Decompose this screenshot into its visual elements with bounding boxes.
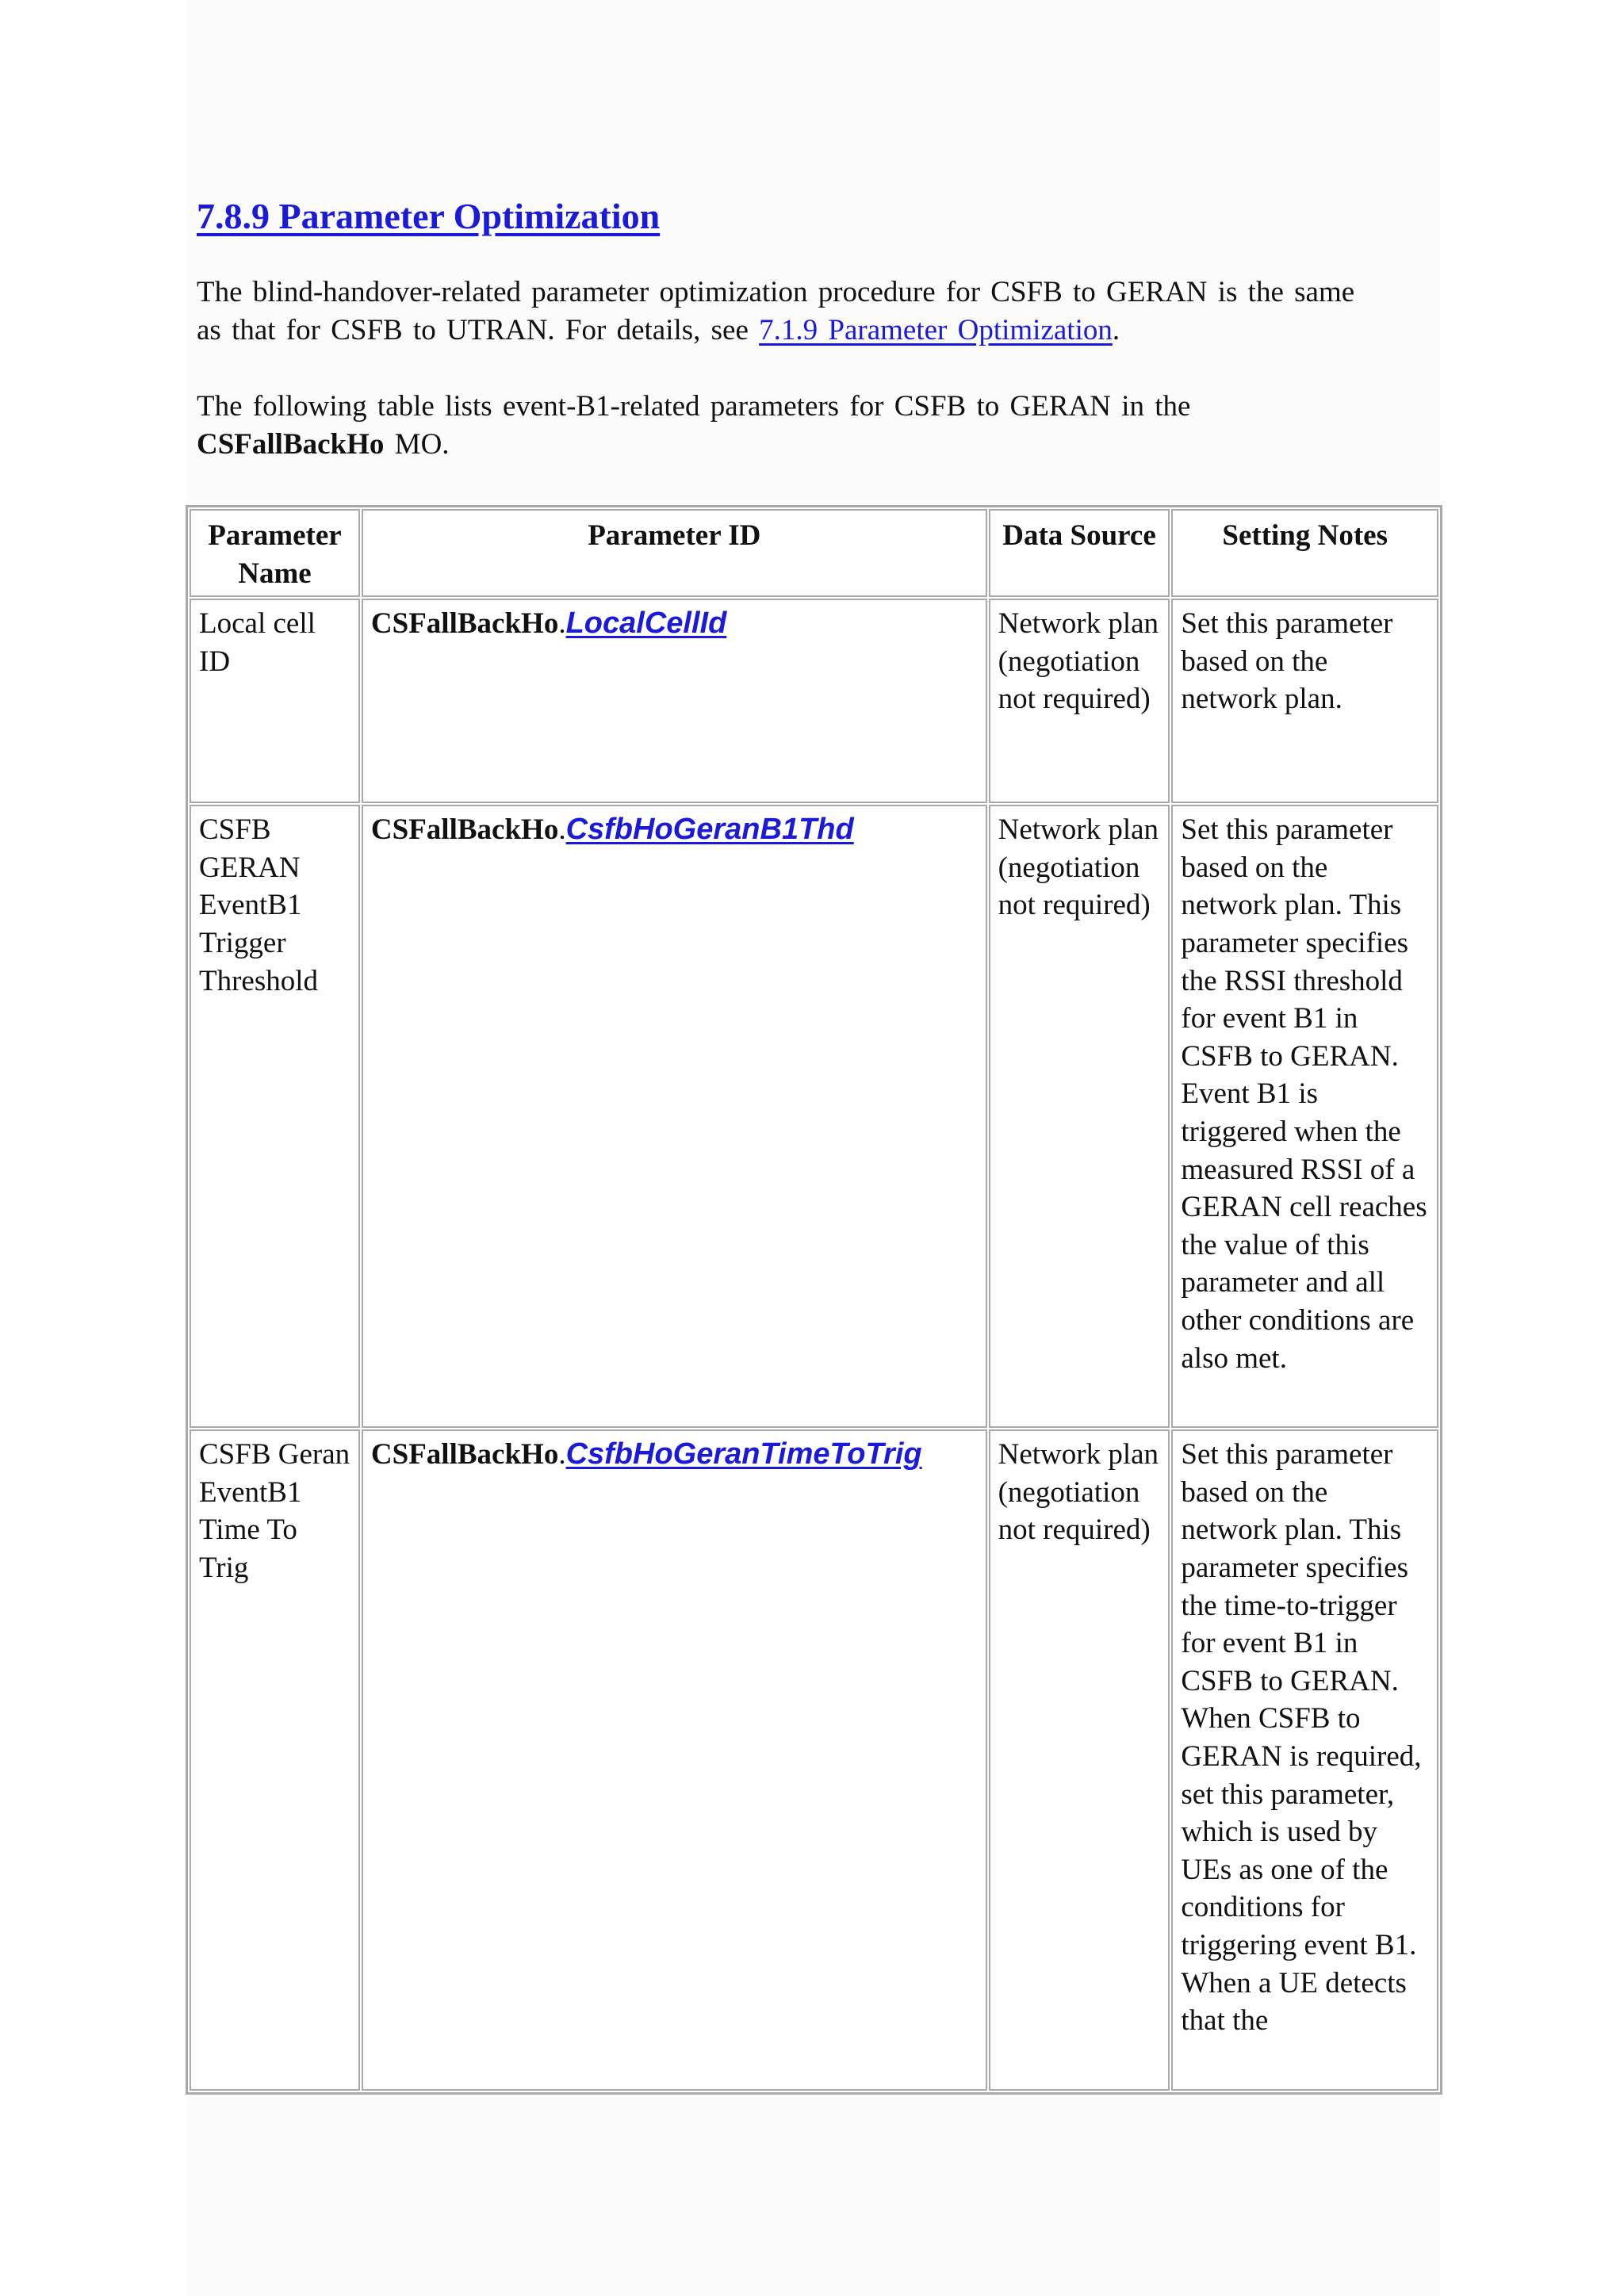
cell-parameter-name: CSFB Geran EventB1 Time To Trig	[190, 1429, 360, 2091]
cell-parameter-name: Local cell ID	[190, 599, 360, 803]
table-row	[190, 599, 1438, 803]
separator: .	[558, 1438, 566, 1471]
section-heading[interactable]: 7.8.9 Parameter Optimization	[197, 196, 661, 236]
cell-parameter-name: CSFB GERAN EventB1 Trigger Threshold	[190, 805, 360, 1428]
table-intro-paragraph	[197, 388, 1378, 464]
mo-name: CSFallBackHo	[197, 428, 385, 461]
table-intro-text-end: MO.	[384, 428, 450, 461]
cell-parameter-id	[362, 805, 987, 1428]
cell-data-source: Network plan (negotiation not required)	[989, 805, 1170, 1428]
mo-name: CSFallBackHo	[370, 607, 559, 641]
intro-text: The blind-handover-related parameter optimization procedure for CSFB to GERAN is the same as that for CSFB to UTRAN. For details, see	[197, 276, 1355, 346]
intro-text-end: .	[1112, 314, 1120, 346]
header-data-source: Data Source	[989, 509, 1170, 597]
separator: .	[558, 813, 566, 847]
intro-paragraph	[197, 274, 1378, 350]
table-header-row	[190, 509, 1438, 597]
cell-parameter-id	[362, 1429, 987, 2091]
parameter-id-link[interactable]: CsfbHoGeranB1Thd	[565, 813, 854, 847]
header-parameter-id: Parameter ID	[362, 509, 987, 597]
cell-parameter-id	[362, 599, 987, 803]
separator: .	[558, 607, 566, 641]
cell-setting-notes: Set this parameter based on the network plan. This parameter specifies the time-to-trigger for event B1 in CSFB to GERAN. When CSFB to GERAN is required, set this parameter, which is used by UEs as one of the conditions for triggering event B1. When a UE detects that the	[1171, 1429, 1438, 2091]
table-row	[190, 805, 1438, 1428]
parameter-optimization-link[interactable]: 7.1.9 Parameter Optimization	[759, 314, 1113, 346]
parameter-id-link[interactable]: LocalCellId	[565, 607, 727, 641]
mo-name: CSFallBackHo	[370, 1438, 559, 1471]
table-row	[190, 1429, 1438, 2091]
parameter-id-link[interactable]: CsfbHoGeranTimeToTrig	[565, 1437, 922, 1471]
table-intro-text: The following table lists event-B1-related parameters for CSFB to GERAN in the	[197, 390, 1191, 423]
cell-setting-notes: Set this parameter based on the network plan. This parameter specifies the RSSI threshold for event B1 in CSFB to GERAN. Event B1 is triggered when the measured RSSI of a GERAN cell reaches the value of this parameter and all other conditions are also met.	[1171, 805, 1438, 1428]
cell-setting-notes: Set this parameter based on the network plan.	[1171, 599, 1438, 803]
cell-data-source: Network plan (negotiation not required)	[989, 599, 1170, 803]
mo-name: CSFallBackHo	[370, 813, 559, 847]
cell-data-source: Network plan (negotiation not required)	[989, 1429, 1170, 2091]
parameter-table	[186, 505, 1442, 2095]
header-parameter-name: Parameter Name	[190, 509, 360, 597]
header-setting-notes: Setting Notes	[1171, 509, 1438, 597]
